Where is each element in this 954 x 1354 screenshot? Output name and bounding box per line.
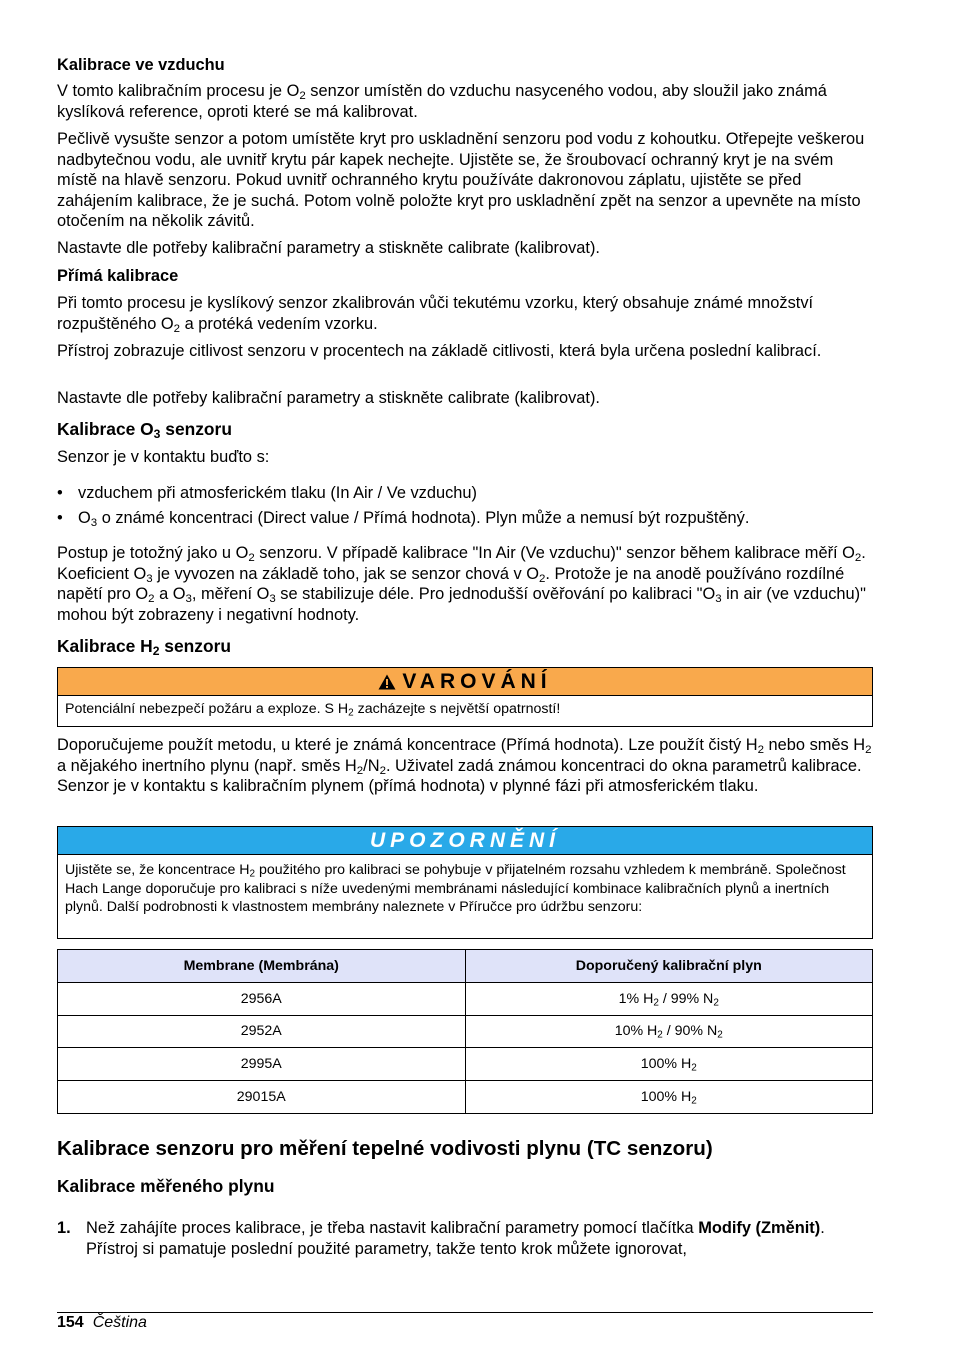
step-text: Než zahájíte proces kalibrace, je třeba nastavit kalibrační parametry pomocí tlačítka Modify (Změnit). Přístroj si pamatuje poslední použité parametry, takže tento krok můžete ignorovat,: [86, 1219, 825, 1258]
table-cell-gas: 100% $H_2$: [465, 1048, 873, 1081]
warning-box: [57, 667, 873, 727]
table-row: [58, 1081, 873, 1114]
warning-triangle-icon: [378, 674, 396, 690]
paragraph-direct-1: Při tomto procesu je kyslíkový senzor zkalibrován vůči tekutému vzorku, který obsahuje známé množství rozpuštěného $O_2$ a protéká vedením vzorku.: [57, 294, 814, 335]
page-number: 154: [57, 1314, 84, 1331]
page-footer: [57, 1313, 147, 1333]
o3-bullet-list: [57, 483, 873, 528]
table-cell-membrane: 2995A: [58, 1048, 466, 1081]
table-header-membrane: Membrane (Membrána): [58, 950, 466, 983]
warning-title: VAROVÁNÍ: [402, 669, 552, 693]
notice-title: UPOZORNĚNÍ: [369, 828, 560, 852]
table-header-gas: Doporučený kalibrační plyn: [465, 950, 873, 983]
section-heading-air: Kalibrace ve vzduchu: [57, 56, 225, 74]
table-cell-membrane: 29015A: [58, 1081, 466, 1114]
section-heading-direct: Přímá kalibrace: [57, 267, 179, 285]
table-row: [58, 1048, 873, 1081]
paragraph-direct-2: Přístroj zobrazuje citlivost senzoru v procentech na základě citlivosti, která byla určena poslední kalibrací.: [57, 342, 822, 360]
table-cell-gas: 10% $H_2 / 90\%$ $N_2$: [465, 1015, 873, 1048]
numbered-step: [57, 1218, 873, 1259]
warning-header: [58, 668, 872, 696]
notice-box: [57, 826, 873, 939]
notice-text: Ujistěte se, že koncentrace $H_2$ použitého pro kalibraci se pohybuje v přijatelném rozsahu vzhledem k membráně. Společnost Hach Lange doporučuje pro kalibraci s níže uvedenými membránami následující kombinace kalibračních plynů a inertních plynů. Další podrobnosti k vlastnostem membrány naleznete v Příručce pro údržbu senzoru:: [65, 862, 846, 916]
table-cell-gas: 100% $H_2$: [465, 1081, 873, 1114]
step-number: 1.: [57, 1219, 71, 1237]
table-cell-membrane: 2956A: [58, 982, 466, 1015]
table-cell-membrane: 2952A: [58, 1015, 466, 1048]
paragraph-o3-intro: Senzor je v kontaktu buďto s:: [57, 448, 270, 466]
section-heading-tc: Kalibrace senzoru pro měření tepelné vodivosti plynu (TC senzoru): [57, 1137, 713, 1160]
membrane-table: [57, 949, 873, 1114]
section-heading-h2: Kalibrace $H_2$ senzoru: [57, 636, 231, 659]
section-heading-o3: Kalibrace $O_3$ senzoru: [57, 419, 232, 442]
paragraph-air-2: Pečlivě vysušte senzor a potom umístěte kryt pro uskladnění senzoru pod vodu z kohoutku. Otřepejte veškerou nadbytečnou vodu, ale uvnitř krytu pár kapek nechejte. Ujistěte se, že šroubovací ochranný kryt je na svém místě na hlavě senzoru. Pokud uvnitř ochranného krytu používáte dakronovou záplatu, ujistěte se před zahájením kalibrace, že je suchá. Potom volně položte kryt pro uskladnění zpět na senzor a upevněte na místo otočením na několik závitů.: [57, 130, 865, 230]
table-header-row: [58, 950, 873, 983]
table-row: [58, 1015, 873, 1048]
paragraph-direct-3: Nastavte dle potřeby kalibrační parametry a stiskněte calibrate (kalibrovat).: [57, 389, 600, 407]
table-row: [58, 982, 873, 1015]
notice-header: [58, 827, 872, 855]
paragraph-air-1: V tomto kalibračním procesu je $O_2$ senzor umístěn do vzduchu nasyceného vodou, aby sloužil jako známá kyslíková reference, oproti které se má kalibrovat.: [57, 82, 827, 121]
paragraph-o3-procedure: Postup je totožný jako u $O_2$ senzoru. V případě kalibrace "In Air (Ve vzduchu)" senzor během kalibrace měří $O_2$. Koeficient $O_3$ je vyvozen na základě toho, jak se senzor chová v $O_2$. Protože je na anodě používáno rozdílné napětí pro $O_2$ a $O_3$, měření $O_3$ se stabilizuje déle. Pro jednodušší ověřování po kalibraci "$O_3$ in air (ve vzduchu)" mohou být zobrazeny i negativní hodnoty.: [57, 544, 866, 624]
section-subheading-tc: Kalibrace měřeného plynu: [57, 1176, 275, 1196]
list-item: • $O_3$ o známé koncentraci (Direct value / Přímá hodnota). Plyn může a nemusí být rozpuštěný.: [57, 508, 873, 529]
paragraph-air-3: Nastavte dle potřeby kalibrační parametry a stiskněte calibrate (kalibrovat).: [57, 239, 600, 257]
footer-language: Čeština: [92, 1314, 147, 1331]
list-item: • vzduchem při atmosferickém tlaku (In Air / Ve vzduchu): [57, 483, 873, 504]
footer-divider: [57, 1312, 873, 1313]
table-cell-gas: 1% $H_2 / 99\%$ $N_2$: [465, 982, 873, 1015]
paragraph-h2-method: Doporučujeme použít metodu, u které je známá koncentrace (Přímá hodnota). Lze použít čistý $H_2$ nebo směs $H_2$ a nějakého inertního plynu (např. směs $H_2/N_2$. Uživatel zadá známou koncentraci do okna parametrů kalibrace. Senzor je v kontaktu s kalibračním plynem (přímá hodnota) v plynné fázi při atmosferickém tlaku.: [57, 736, 872, 795]
warning-text: Potenciální nebezpečí požáru a exploze. S $H_2$ zacházejte s největší opatrností!: [65, 701, 561, 719]
